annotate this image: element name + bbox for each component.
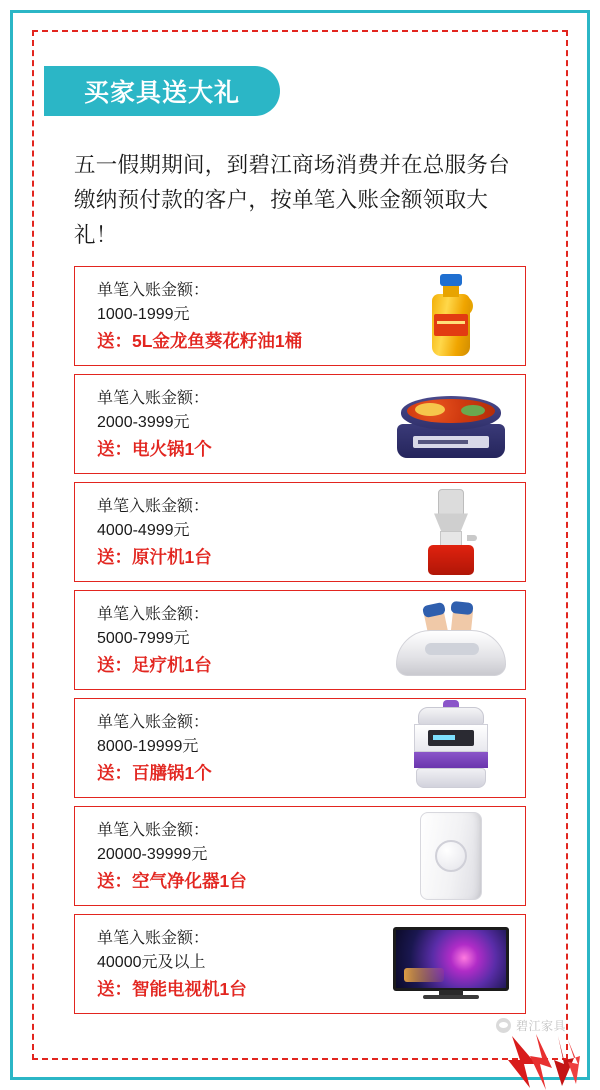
gift-amount-label: 单笔入账金额： [97, 605, 210, 623]
gift-amount-range: 20000-39999元 [97, 846, 208, 864]
gift-award-text: 送：5L金龙鱼葵花籽油1桶 [97, 330, 303, 351]
gift-tier-list [74, 266, 526, 1014]
gift-tier-text [97, 819, 389, 894]
gift-amount-range: 5000-7999元 [97, 630, 190, 648]
content-card [44, 122, 556, 1048]
gift-award-text: 送：原汁机1台 [97, 546, 212, 567]
smart-tv-icon [393, 927, 509, 1001]
gift-tier-row [74, 914, 526, 1014]
gift-product-image [389, 377, 513, 471]
gift-product-image [389, 809, 513, 903]
gift-award-text: 送：足疗机1台 [97, 654, 212, 675]
electric-hotpot-icon [397, 390, 505, 458]
air-purifier-icon [420, 812, 482, 900]
gift-amount-label: 单笔入账金额： [97, 821, 210, 839]
gift-amount-label: 单笔入账金额： [97, 497, 210, 515]
gift-award-text: 送：智能电视机1台 [97, 978, 247, 999]
gift-amount-range: 1000-1999元 [97, 306, 190, 324]
gift-tier-row [74, 374, 526, 474]
gift-tier-text [97, 711, 389, 786]
foot-massager-icon [396, 604, 506, 676]
gift-tier-text [97, 603, 389, 678]
page-title: 买家具送大礼 [83, 79, 240, 107]
gift-tier-row [74, 590, 526, 690]
poster-title-banner [44, 66, 280, 116]
gift-tier-row [74, 482, 526, 582]
watermark-text: 碧江家具 [515, 1019, 566, 1033]
gift-tier-text [97, 279, 389, 354]
gift-amount-range: 8000-19999元 [97, 738, 199, 756]
wechat-icon [496, 1018, 511, 1033]
red-ribbon-decoration [506, 1034, 580, 1090]
gift-amount-label: 单笔入账金额： [97, 281, 210, 299]
gift-award-text: 送：电火锅1个 [97, 438, 212, 459]
gift-award-text: 送：百膳锅1个 [97, 762, 212, 783]
gift-amount-label: 单笔入账金额： [97, 713, 210, 731]
gift-amount-label: 单笔入账金额： [97, 929, 210, 947]
gift-amount-label: 单笔入账金额： [97, 389, 210, 407]
gift-amount-range: 4000-4999元 [97, 522, 190, 540]
gift-product-image [389, 917, 513, 1011]
gift-tier-text [97, 387, 389, 462]
gift-tier-text [97, 495, 389, 570]
gift-amount-range: 40000元及以上 [97, 954, 206, 972]
gift-tier-row [74, 266, 526, 366]
gift-amount-range: 2000-3999元 [97, 414, 190, 432]
intro-paragraph: 五一假期期间，到碧江商场消费并在总服务台缴纳预付款的客户，按单笔入账金额领取大礼！ [74, 153, 511, 247]
gift-award-text: 送：空气净化器1台 [97, 870, 247, 891]
juicer-icon [425, 489, 477, 575]
multi-cooker-icon [412, 705, 490, 791]
gift-product-image [389, 269, 513, 363]
gift-product-image [389, 485, 513, 579]
watermark [496, 1017, 566, 1034]
gift-tier-row [74, 698, 526, 798]
gift-product-image [389, 593, 513, 687]
gift-tier-row [74, 806, 526, 906]
gift-product-image [389, 701, 513, 795]
gift-tier-text [97, 927, 389, 1002]
oil-bottle-icon [428, 274, 474, 358]
